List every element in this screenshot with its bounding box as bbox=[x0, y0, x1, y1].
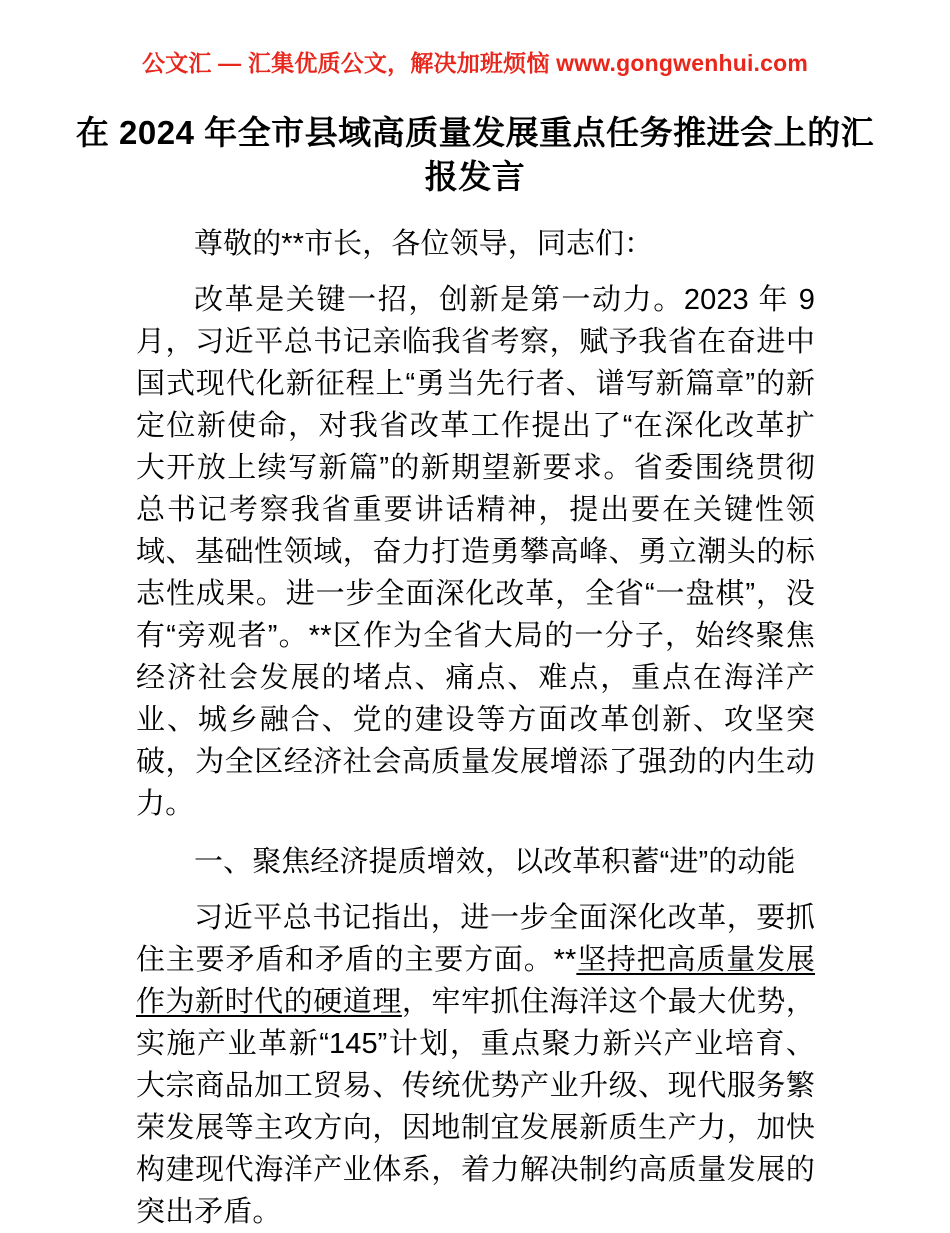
watermark-text: 公文汇 — 汇集优质公文，解决加班烦恼 www.gongwenhui.com bbox=[141, 50, 809, 76]
page-title: 在 2024 年全市县域高质量发展重点任务推进会上的汇报发言 bbox=[75, 114, 875, 195]
paragraph-2-segment-a: 习近平总书记指出，进一步全面深化改革，要抓住主要矛盾和矛盾的主要方面。** bbox=[136, 901, 815, 976]
paragraph-2-underlined-segment: 坚持把高质量发展作为新时代的硬道理 bbox=[136, 943, 815, 1018]
body-paragraph-1: 改革是关键一招，创新是第一动力。2023 年 9 月，习近平总书记亲临我省考察，赋予我省在奋进中国式现代化新征程上“勇当先行者、谱写新篇章”的新定位新使命，对我省改革工作提出了“在深化改革扩大开放上续写新篇”的新期望新要求。省委围绕贯彻总书记考察我省重要讲话精神，提出要在关键性领域、基础性领域，奋力打造勇攀高峰、勇立潮头的标志性成果。进一步全面深化改革，全省“一盘棋”，没有“旁观者”。**区作为全省大局的一分子，始终聚焦经济社会发展的堵点、痛点、难点，重点在海洋产业、城乡融合、党的建设等方面改革创新、攻坚突破，为全区经济社会高质量发展增添了强劲的内生动力。 bbox=[136, 283, 815, 820]
site-watermark-header bbox=[0, 0, 950, 75]
body-paragraph-2 bbox=[136, 897, 815, 1233]
section-heading-1: 一、聚焦经济提质增效，以改革积蓄“进”的动能 bbox=[194, 845, 796, 878]
paragraph-2-segment-b: ，牢牢抓住海洋这个最大优势，实施产业革新“145”计划，重点聚力新兴产业培育、大宗商品加工贸易、传统优势产业升级、现代服务繁荣发展等主攻方向，因地制宜发展新质生产力，加快构建现代海洋产业体系，着力解决制约高质量发展的突出矛盾。 bbox=[136, 985, 815, 1228]
document-body bbox=[0, 223, 950, 1233]
salutation-line: 尊敬的**市长，各位领导，同志们： bbox=[194, 227, 654, 260]
